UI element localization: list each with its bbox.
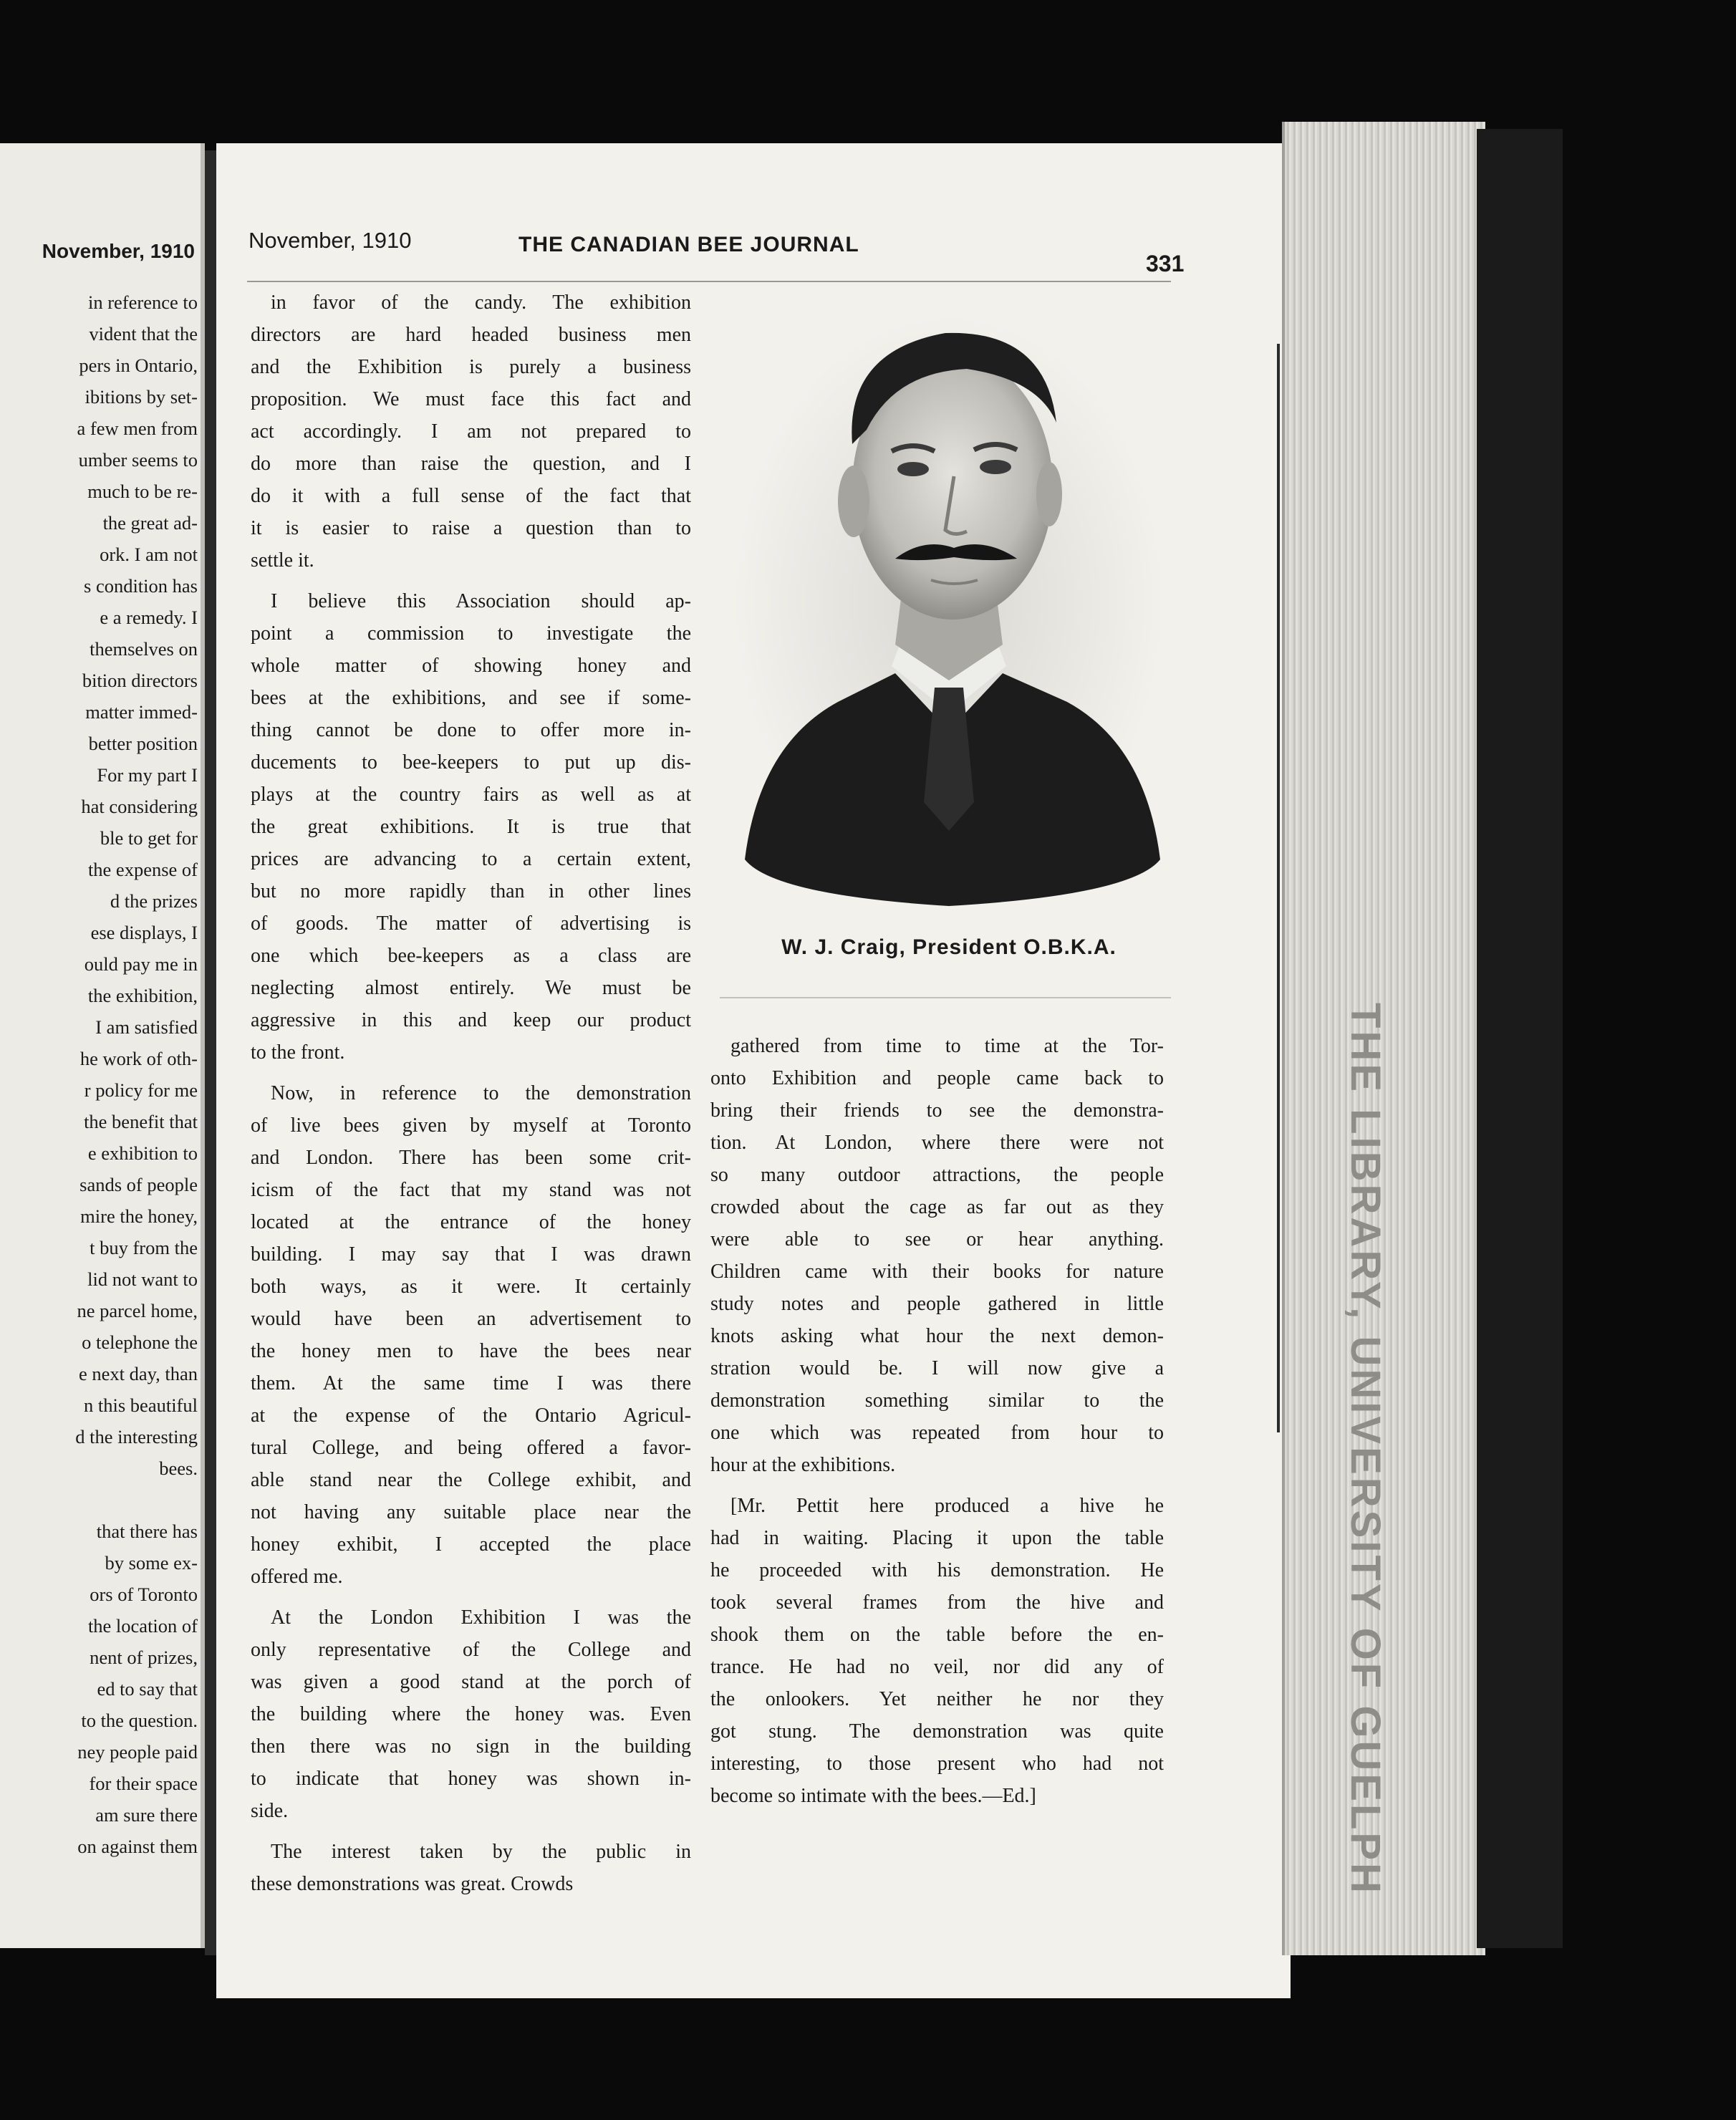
text-line: directors are hard headed business men [251,324,691,346]
text-line: shook them on the table before the en- [710,1624,1164,1646]
text-line: At the London Exhibition I was the [271,1606,691,1629]
left-page-line: he work of oth- [79,1048,198,1069]
text-line: and London. There has been some crit- [251,1147,691,1169]
column-rule [1277,344,1280,1432]
left-page-line: e next day, than [78,1363,198,1384]
text-line: do more than raise the question, and I [251,453,691,475]
text-line: ducements to bee-keepers to put up dis- [251,751,691,774]
text-line: to indicate that honey was shown in- [251,1768,691,1790]
text-line: thing cannot be done to offer more in- [251,719,691,741]
text-line: had in waiting. Placing it upon the table [710,1527,1164,1549]
text-line: both ways, as it were. It certainly [251,1276,691,1298]
left-page-line: r policy for me [84,1079,198,1101]
left-page-line: matter immed- [85,701,198,723]
text-line: Children came with their books for nature [710,1261,1164,1283]
left-page-line: lid not want to [87,1268,198,1290]
left-page-line: n this beautiful [84,1394,198,1416]
text-line: trance. He had no veil, nor did any of [710,1656,1164,1678]
text-line: aggressive in this and keep our product [251,1009,691,1031]
text-line: plays at the country fairs as well as at [251,784,691,806]
text-line: would have been an advertisement to [251,1308,691,1330]
text-line: located at the entrance of the honey [251,1211,691,1233]
text-line: act accordingly. I am not prepared to [251,420,691,443]
page-number: 331 [1146,251,1185,276]
paragraph [710,1490,1164,1812]
text-line: interesting, to those present who had not [710,1753,1164,1775]
running-header-date: November, 1910 [249,228,412,253]
text-line: prices are advancing to a certain extent, [251,848,691,870]
text-line: but no more rapidly than in other lines [251,880,691,902]
text-line: tion. At London, where there were not [710,1132,1164,1154]
text-line: took several frames from the hive and [710,1591,1164,1614]
text-line: honey exhibit, I accepted the place [251,1533,691,1556]
text-line: settle it. [251,549,314,572]
left-page-line: the location of [87,1615,198,1637]
text-line: stration would be. I will now give a [710,1357,1164,1379]
left-page-line: the exhibition, [87,985,198,1006]
left-page-text [0,286,198,1862]
text-line: demonstration something similar to the [710,1389,1164,1412]
text-line: able stand near the College exhibit, and [251,1469,691,1491]
text-column-left [251,286,691,1909]
text-line: at the expense of the Ontario Agricul- [251,1404,691,1427]
left-page-line: bees. [159,1458,198,1479]
text-line: Now, in reference to the demonstration [271,1082,691,1104]
text-line: side. [251,1800,289,1822]
paragraph [251,585,691,1069]
text-column-right [710,1030,1164,1821]
text-line: them. At the same time I was there [251,1372,691,1394]
left-page-line: bition directors [82,670,198,691]
left-page-line: sands of people [79,1174,198,1195]
text-line: crowded about the cage as far out as they [710,1196,1164,1218]
paragraph [710,1030,1164,1481]
left-page-fragment [0,143,205,1948]
left-page-line: hat considering [81,796,198,817]
left-page-line: a few men from [77,418,198,439]
text-line: do it with a full sense of the fact that [251,485,691,507]
text-line: whole matter of showing honey and [251,655,691,677]
text-line: offered me. [251,1566,343,1588]
caption-rule [720,997,1171,998]
left-page-line: e a remedy. I [100,607,198,628]
left-page-line: pers in Ontario, [79,355,198,376]
text-line: so many outdoor attractions, the people [710,1164,1164,1186]
left-page-line: e exhibition to [87,1142,198,1164]
text-line: he proceeded with his demonstration. He [710,1559,1164,1581]
left-page-line: on against them [77,1836,198,1857]
text-line: these demonstrations was great. Crowds [251,1873,574,1895]
text-line: proposition. We must face this fact and [251,388,691,410]
text-line: bees at the exhibitions, and see if some- [251,687,691,709]
library-stamp: THE LIBRARY, UNIVERSITY OF GUELPH [1342,1003,1389,1896]
text-line: icism of the fact that my stand was not [251,1179,691,1201]
text-line: [Mr. Pettit here produced a hive he [730,1495,1164,1517]
text-line: I believe this Association should ap- [271,590,691,612]
text-line: gathered from time to time at the Tor- [730,1035,1164,1057]
left-page-line: umber seems to [78,449,198,471]
left-page-line: much to be re- [87,481,198,502]
text-line: the onlookers. Yet neither he nor they [710,1688,1164,1710]
left-page-line: am sure there [95,1804,198,1826]
left-page-line: ors of Toronto [90,1584,198,1605]
paragraph [251,1601,691,1827]
text-line: building. I may say that I was drawn [251,1243,691,1266]
header-rule [247,281,1171,282]
text-line: tural College, and being offered a favor- [251,1437,691,1459]
left-page-line: mire the honey, [80,1205,198,1227]
left-page-line: vident that the [89,323,198,344]
left-page-line: ork. I am not [100,544,198,565]
paragraph [251,1836,691,1900]
left-page-line: ed to say that [97,1678,198,1700]
paragraph [251,1077,691,1593]
text-line: was given a good stand at the porch of [251,1671,691,1693]
text-line: bring their friends to see the demonstra- [710,1099,1164,1122]
left-page-line: ble to get for [100,827,198,849]
left-page-line: to the question. [81,1710,198,1731]
text-line: The interest taken by the public in [271,1841,691,1863]
left-page-line: I am satisfied [95,1016,198,1038]
paragraph [251,286,691,577]
left-page-line: ibitions by set- [85,386,198,408]
text-line: the building where the honey was. Even [251,1703,691,1725]
text-line: neglecting almost entirely. We must be [251,977,691,999]
text-line: knots asking what hour the next demon- [710,1325,1164,1347]
text-line: onto Exhibition and people came back to [710,1067,1164,1089]
left-page-line: in reference to [87,292,198,313]
text-line: and the Exhibition is purely a business [251,356,691,378]
left-page-line: For my part I [97,764,198,786]
text-line: not having any suitable place near the [251,1501,691,1523]
left-page-line: d the interesting [75,1426,198,1447]
left-page-line: the expense of [87,859,198,880]
text-line: become so intimate with the bees.—Ed.] [710,1785,1036,1807]
text-line: one which bee-keepers as a class are [251,945,691,967]
left-page-line [0,1484,198,1516]
text-line: only representative of the College and [251,1639,691,1661]
running-header-title: THE CANADIAN BEE JOURNAL [519,233,859,256]
text-line: of live bees given by myself at Toronto [251,1114,691,1137]
text-line: study notes and people gathered in little [710,1293,1164,1315]
left-page-line: that there has [96,1521,198,1542]
left-page-line: t buy from the [90,1237,198,1258]
text-line: to the front. [251,1041,345,1064]
book-cover-edge [1477,129,1563,1948]
text-line: got stung. The demonstration was quite [710,1720,1164,1743]
text-line: one which was repeated from hour to [710,1422,1164,1444]
left-page-line: better position [88,733,198,754]
text-line: were able to see or hear anything. [710,1228,1164,1251]
text-line: of goods. The matter of advertising is [251,912,691,935]
left-page-line: the great ad- [102,512,198,534]
left-page-line: ould pay me in [84,953,198,975]
portrait-photo [730,301,1167,910]
left-page-line: ese displays, I [90,922,198,943]
text-line: the honey men to have the bees near [251,1340,691,1362]
text-line: then there was no sign in the building [251,1735,691,1758]
left-page-line: for their space [89,1773,198,1794]
left-page-line: ne parcel home, [77,1300,198,1321]
left-page-line: the benefit that [84,1111,198,1132]
left-page-line: d the prizes [110,890,198,912]
left-page-line: by some ex- [105,1552,198,1574]
text-line: the great exhibitions. It is true that [251,816,691,838]
left-page-line: s condition has [84,575,198,597]
left-page-line: themselves on [90,638,198,660]
left-page-line: o telephone the [82,1331,198,1353]
portrait-caption: W. J. Craig, President O.B.K.A. [781,935,1117,959]
text-line: hour at the exhibitions. [710,1454,896,1476]
left-page-line: nent of prizes, [90,1647,198,1668]
left-page-line: ney people paid [77,1741,198,1763]
text-line: point a commission to investigate the [251,622,691,645]
left-page-header: November, 1910 [42,240,195,262]
text-line: in favor of the candy. The exhibition [271,292,691,314]
text-line: it is easier to raise a question than to [251,517,691,539]
